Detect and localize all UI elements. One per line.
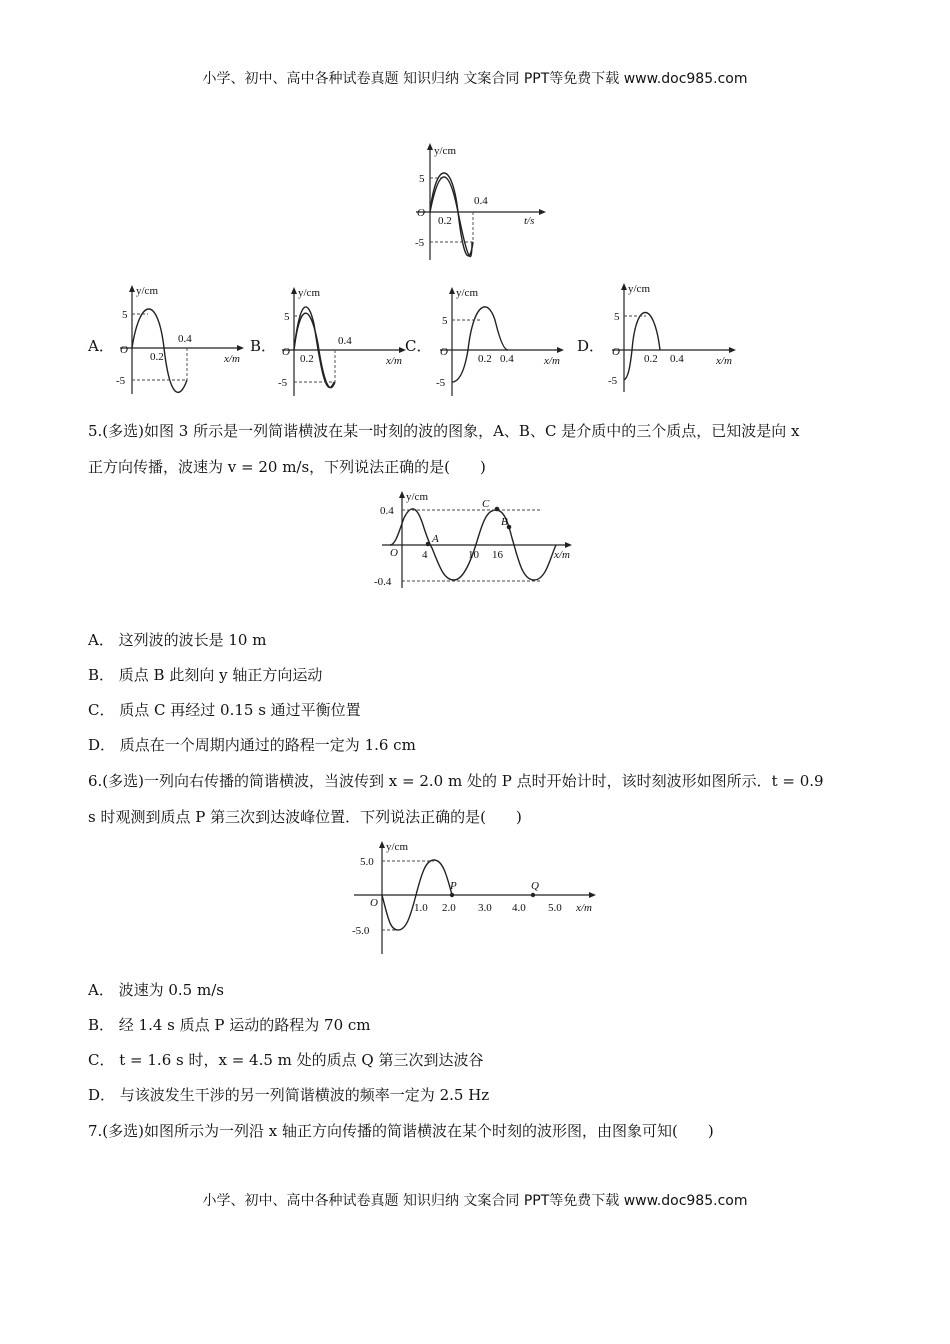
q4-a-xlabel: x/m [224, 353, 240, 365]
q5-xlabel: x/m [554, 549, 570, 561]
q4-tick-04: 0.4 [474, 195, 488, 207]
q5-xtick-16: 16 [492, 549, 503, 561]
q4-a-tick-02: 0.2 [150, 351, 164, 363]
q4-option-c-label[interactable]: C． [405, 337, 432, 355]
q4-a-tick-5: 5 [122, 309, 128, 321]
q4-option-a-label[interactable]: A． [88, 337, 114, 355]
q6-ytick-neg5: -5.0 [352, 925, 370, 937]
q5-xtick-10: 10 [468, 549, 479, 561]
q4-tick-neg5: -5 [415, 237, 425, 249]
q4-tick-5: 5 [419, 173, 425, 185]
q4-option-d-label[interactable]: D． [577, 337, 605, 355]
q4-c-xlabel: x/m [544, 355, 560, 367]
q4-yt-graph [400, 140, 550, 265]
q4-option-b-label[interactable]: B． [250, 337, 277, 355]
q5-wave-graph [370, 488, 580, 592]
q4-c-tick-04: 0.4 [500, 353, 514, 365]
q4-d-tick-neg5: -5 [608, 375, 618, 387]
q4-d-xlabel: x/m [716, 355, 732, 367]
q6-stem-line2: s 时观测到质点 P 第三次到达波峰位置．下列说法正确的是( ) [88, 808, 522, 826]
q6-choice-d[interactable]: D． 与该波发生干涉的另一列简谐横波的频率一定为 2.5 Hz [88, 1086, 490, 1104]
q5-label-c: C [482, 498, 490, 510]
q4-b-ylabel: y/cm [298, 287, 320, 299]
q6-origin: O [370, 897, 378, 909]
q5-xtick-4: 4 [422, 549, 428, 561]
q4-a-tick-neg5: -5 [116, 375, 126, 387]
q4-d-origin: O [612, 346, 620, 358]
q6-xtick-5: 5.0 [548, 902, 562, 914]
q4-c-ylabel: y/cm [456, 287, 478, 299]
q4-a-ylabel: y/cm [136, 285, 158, 297]
q6-choice-b[interactable]: B． 经 1.4 s 质点 P 运动的路程为 70 cm [88, 1016, 371, 1034]
q4-option-a-graph[interactable] [112, 282, 252, 400]
q4-c-tick-neg5: -5 [436, 377, 446, 389]
q6-xtick-2: 2.0 [442, 902, 456, 914]
q5-point-c [495, 507, 500, 512]
q5-stem-line1: 5.(多选)如图 3 所示是一列简谐横波在某一时刻的波的图象，A、B、C 是介质中的三个质点，已知波是向 x [88, 422, 800, 440]
q4-b-tick-neg5: -5 [278, 377, 288, 389]
q6-wave-graph [348, 838, 604, 958]
q4-a-tick-04: 0.4 [178, 333, 192, 345]
q4-b-origin: O [282, 346, 290, 358]
q6-label-p: P [450, 880, 457, 892]
q5-choice-a[interactable]: A． 这列波的波长是 10 m [88, 631, 267, 649]
q5-label-a: A [432, 533, 439, 545]
q4-option-d-graph[interactable] [604, 280, 744, 398]
q4-d-tick-5: 5 [614, 311, 620, 323]
q6-ylabel: y/cm [386, 841, 408, 853]
q6-choice-c[interactable]: C． t = 1.6 s 时，x = 4.5 m 处的质点 Q 第三次到达波谷 [88, 1051, 484, 1069]
q4-d-tick-04: 0.4 [670, 353, 684, 365]
q4-d-ylabel: y/cm [628, 283, 650, 295]
page-footer: 小学、初中、高中各种试卷真题 知识归纳 文案合同 PPT等免费下载 www.doc985.com [202, 1193, 748, 1209]
q5-stem-line2: 正方向传播，波速为 v = 20 m/s，下列说法正确的是( ) [88, 458, 486, 476]
q6-ytick-5: 5.0 [360, 856, 374, 868]
q5-choice-b[interactable]: B． 质点 B 此刻向 y 轴正方向运动 [88, 666, 323, 684]
q4-c-origin: O [440, 346, 448, 358]
q4-b-xlabel: x/m [386, 355, 402, 367]
q7-stem-line1: 7.(多选)如图所示为一列沿 x 轴正方向传播的简谐横波在某个时刻的波形图，由图象可知( ) [88, 1122, 714, 1140]
q5-origin: O [390, 547, 398, 559]
q6-point-q [531, 893, 535, 897]
q4-xlabel: t/s [524, 215, 535, 227]
q4-c-tick-02: 0.2 [478, 353, 492, 365]
q6-label-q: Q [531, 880, 539, 892]
q5-ytick-neg04: -0.4 [374, 576, 392, 588]
q5-point-a [426, 542, 431, 547]
q4-b-tick-5: 5 [284, 311, 290, 323]
q6-stem-line1: 6.(多选)一列向右传播的简谐横波，当波传到 x = 2.0 m 处的 P 点时开始计时，该时刻波形如图所示．t = 0.9 [88, 772, 824, 790]
q6-xtick-3: 3.0 [478, 902, 492, 914]
q5-ylabel: y/cm [406, 491, 428, 503]
q5-ytick-04: 0.4 [380, 505, 394, 517]
q4-d-tick-02: 0.2 [644, 353, 658, 365]
q4-ylabel: y/cm [434, 145, 456, 157]
page-header: 小学、初中、高中各种试卷真题 知识归纳 文案合同 PPT等免费下载 www.doc985.com [202, 71, 748, 87]
q5-label-b: B [501, 516, 508, 528]
q4-b-tick-02: 0.2 [300, 353, 314, 365]
q4-option-b-graph[interactable] [274, 284, 414, 402]
q4-a-origin: O [120, 344, 128, 356]
q5-choice-d[interactable]: D． 质点在一个周期内通过的路程一定为 1.6 cm [88, 736, 416, 754]
q4-origin: O [417, 207, 425, 219]
q4-tick-02: 0.2 [438, 215, 452, 227]
q4-b-tick-04: 0.4 [338, 335, 352, 347]
q5-choice-c[interactable]: C． 质点 C 再经过 0.15 s 通过平衡位置 [88, 701, 361, 719]
q6-choice-a[interactable]: A． 波速为 0.5 m/s [88, 981, 224, 999]
q4-option-c-graph[interactable] [432, 284, 572, 402]
q4-c-tick-5: 5 [442, 315, 448, 327]
q6-point-p [450, 893, 454, 897]
q6-xtick-4: 4.0 [512, 902, 526, 914]
q6-xtick-1: 1.0 [414, 902, 428, 914]
q6-xlabel: x/m [576, 902, 592, 914]
